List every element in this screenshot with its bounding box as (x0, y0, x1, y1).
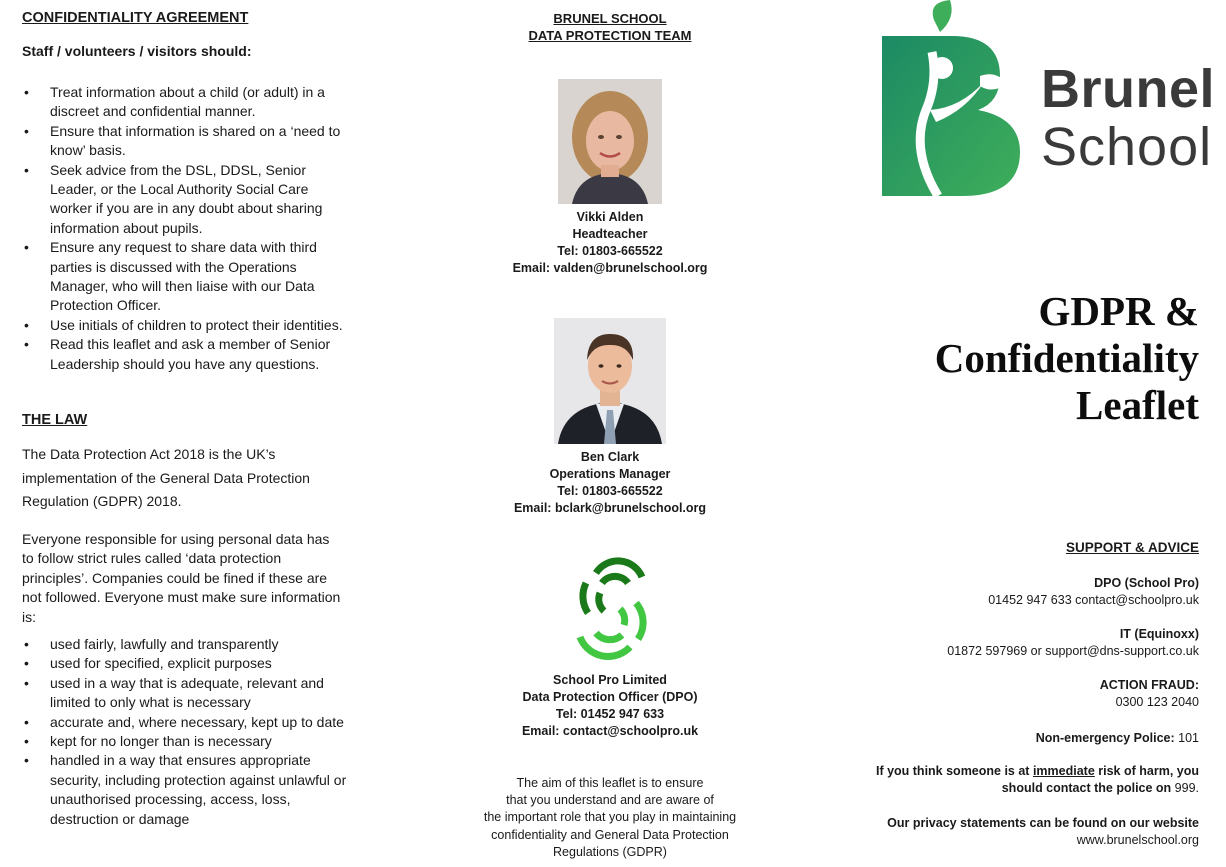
middle-panel (468, 0, 752, 867)
list-item: • Use initials of children to protect their identities. (22, 316, 352, 335)
staff-heading: Staff / volunteers / visitors should: (22, 43, 252, 59)
brand-name-line-2: School (1041, 117, 1213, 177)
contact-name: School Pro Limited (553, 673, 667, 687)
it-label: IT (Equinoxx) (1119, 627, 1199, 641)
contact-tel: Tel: 01803-665522 (557, 484, 663, 498)
list-item: • handled in a way that ensures appropriate security, including protection against unlawful or unauthorised processing, access, loss, destruction or damage (22, 751, 352, 829)
harm-text-end: risk of harm, you (1094, 764, 1199, 778)
law-heading: THE LAW (22, 412, 88, 428)
aim-line: confidentiality and General Data Protection (491, 827, 729, 842)
support-heading: SUPPORT & ADVICE (1065, 540, 1199, 555)
staff-list (22, 83, 352, 374)
it-block (860, 626, 1199, 660)
team-line-2: DATA PROTECTION TEAM (528, 28, 692, 43)
fraud-contact-text: 0300 123 2040 (1115, 695, 1199, 710)
list-item: • kept for no longer than is necessary (22, 732, 352, 751)
headteacher-contact (468, 209, 752, 277)
title-line: Leaflet (1076, 382, 1199, 428)
list-item: • Ensure any request to share data with third parties is discussed with the Operations Manager, who will then liaise with our Data Protection Officer. (22, 238, 352, 316)
contact-email: Email: bclark@brunelschool.org (513, 501, 707, 515)
brand-name-line-1: Brunel (1041, 59, 1216, 119)
fraud-block (860, 677, 1199, 711)
confidentiality-heading: CONFIDENTIALITY AGREEMENT (22, 10, 249, 26)
contact-name: Ben Clark (580, 450, 640, 464)
police-number: 101 (1174, 731, 1199, 745)
team-line-1: BRUNEL SCHOOL (553, 11, 667, 26)
left-panel (22, 0, 352, 867)
aim-line: Regulations (GDPR) (553, 844, 667, 859)
contact-email: Email: contact@schoolpro.uk (521, 724, 699, 738)
harm-number: 999. (1171, 781, 1199, 796)
aim-line: that you understand and are aware of (506, 793, 714, 808)
contact-role: Headteacher (572, 227, 648, 241)
headteacher-photo (558, 79, 662, 204)
list-item: • used in a way that is adequate, relevant and limited to only what is necessary (22, 674, 352, 713)
aim-line: the important role that you play in maintaining (483, 810, 737, 825)
operations-manager-photo (554, 318, 666, 444)
list-item: • accurate and, where necessary, kept up to date (22, 713, 352, 732)
privacy-block (860, 815, 1199, 849)
website-link[interactable]: www.brunelschool.org (1076, 833, 1199, 848)
harm-line-2: should contact the police on (1001, 781, 1172, 796)
operations-manager-contact (468, 449, 752, 517)
schoolpro-logo (566, 553, 656, 665)
fraud-label: ACTION FRAUD: (1099, 678, 1199, 692)
principles-intro: Everyone responsible for using personal data has to follow strict rules called ‘data protection principles’. Companies could be fined if these are not followed. Everyone must make sure information is: (22, 531, 341, 625)
it-contact-text: 01872 597969 or support@dns-support.co.uk (947, 644, 1199, 659)
list-item: • Ensure that information is shared on a ‘need to know’ basis. (22, 122, 352, 161)
title-line: GDPR & (1038, 288, 1199, 334)
brunel-b-logo (880, 0, 1025, 196)
harm-text-start: If you think someone is at (875, 764, 1033, 778)
list-item: • used for specified, explicit purposes (22, 654, 352, 673)
list-item: • used fairly, lawfully and transparently (22, 635, 352, 654)
dpo-block (860, 575, 1199, 609)
right-panel (860, 0, 1216, 867)
dpo-contact-text: 01452 947 633 contact@schoolpro.uk (988, 593, 1199, 608)
list-item: • Seek advice from the DSL, DDSL, Senior Leader, or the Local Authority Social Care worker if you are in any doubt about sharing information about pupils. (22, 161, 352, 239)
leaflet-title (860, 288, 1199, 429)
list-item: • Read this leaflet and ask a member of Senior Leadership should you have any questions. (22, 335, 352, 374)
contact-name: Vikki Alden (576, 210, 644, 224)
harm-block (860, 763, 1199, 797)
contact-role: Operations Manager (549, 467, 671, 481)
law-text: The Data Protection Act 2018 is the UK’s implementation of the General Data Protection Regulation (GDPR) 2018. (22, 446, 310, 509)
police-block (860, 730, 1199, 747)
team-heading (468, 10, 752, 44)
title-line: Confidentiality (934, 335, 1199, 381)
principles-list (22, 635, 352, 829)
list-item: • Treat information about a child (or adult) in a discreet and confidential manner. (22, 83, 352, 122)
contact-email: Email: valden@brunelschool.org (512, 261, 708, 275)
police-label: Non-emergency Police: (1035, 731, 1175, 745)
aim-line: The aim of this leaflet is to ensure (516, 776, 704, 790)
contact-tel: Tel: 01803-665522 (557, 244, 663, 258)
harm-emphasis: immediate (1032, 764, 1095, 778)
dpo-label: DPO (School Pro) (1094, 576, 1199, 590)
leaflet-aim (468, 775, 752, 861)
contact-tel: Tel: 01452 947 633 (555, 707, 665, 721)
contact-role: Data Protection Officer (DPO) (522, 690, 698, 704)
privacy-text: Our privacy statements can be found on our website (887, 816, 1199, 830)
dpo-contact (468, 672, 752, 740)
